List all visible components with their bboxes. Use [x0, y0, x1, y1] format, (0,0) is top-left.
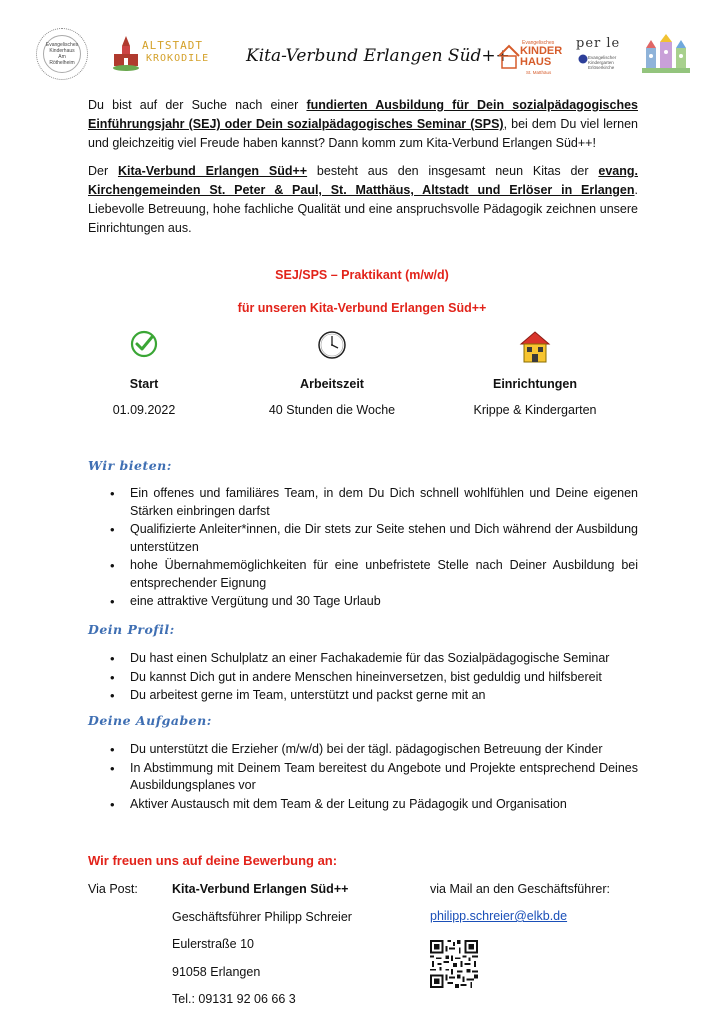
kinderhaus-main-text: KINDER HAUS: [520, 45, 563, 68]
offer-list: [110, 485, 638, 612]
castle-icon: [642, 34, 690, 74]
key-facts: [88, 330, 638, 430]
altstadt-krokodile-logo: [112, 36, 210, 72]
evangelisches-logo-text: Evangelisches Kinderhaus Am Röthelheim: [45, 42, 79, 66]
list-item: • In Abstimmung mit Deinem Team bereitest du Angebote und Projekte entsprechend Deines Ausbildungsplanes vor: [110, 760, 638, 795]
intro-paragraph-1: [88, 96, 638, 153]
fact-start: [64, 330, 224, 417]
perle-sub-text: Evangelischer Kindergarten Erlöserkirche: [588, 55, 617, 70]
qr-code-icon[interactable]: [430, 940, 478, 988]
application-cta: Wir freuen uns auf deine Bewerbung an:: [88, 853, 338, 868]
kinderhaus-bottom-text: St. Matthäus: [526, 70, 552, 75]
offer-heading: Wir bieten:: [88, 458, 172, 473]
krokodile-line2: KROKODILE: [146, 53, 210, 64]
list-item: • Du kannst Dich gut in andere Menschen hineinversetzen, bist geduldig und hilfsbereit: [110, 669, 638, 687]
intro-p2-text-end: . Liebevolle Betreuung, hohe fachliche Qualität und eine anspruchsvolle Pädagogik zeichnen unsere Einrichtungen aus.: [88, 183, 638, 235]
mail-contact: [430, 882, 610, 923]
list-item: • Aktiver Austausch mit dem Team & der Leitung zu Pädagogik und Organisation: [110, 796, 638, 814]
contact-street: Eulerstraße 10: [172, 937, 254, 951]
contact-org: Kita-Verbund Erlangen Süd++: [172, 882, 349, 896]
profile-heading: Dein Profil:: [88, 622, 175, 637]
checkmark-icon: [130, 330, 158, 358]
intro-p1-text-end: , bei dem Du viel lernen und gleichzeitig viel Freude haben kannst? Dann komm zum Kita-Verbund Erlangen Süd++!: [88, 117, 638, 150]
list-item: • hohe Übernahmemöglichkeiten für eine unbefristete Stelle nach Deiner Ausbildung bei entsprechender Eignung: [110, 557, 638, 592]
tasks-heading: Deine Aufgaben:: [88, 713, 212, 728]
fact-einrichtungen-value: Krippe & Kindergarten: [473, 403, 597, 417]
kinderhaus-top-text: Evangelisches: [522, 40, 555, 46]
contact-city: 91058 Erlangen: [172, 964, 261, 979]
list-item: • Du arbeitest gerne im Team, unterstützt und packst gerne mit an: [110, 687, 638, 705]
list-item: • Du hast einen Schulplatz an einer Fachakademie für das Sozialpädagogische Seminar: [110, 650, 638, 668]
email-link[interactable]: philipp.schreier@elkb.de: [430, 909, 568, 923]
fact-einrichtungen: [455, 330, 615, 417]
evangelisches-kinderhaus-logo: [36, 28, 88, 80]
fact-arbeitszeit-value: 40 Stunden die Woche: [268, 403, 396, 417]
list-item: • Ein offenes und familiäres Team, in dem Du Dich schnell wohlfühlen und Deine eigenen Stärken einbringen darfst: [110, 485, 638, 520]
church-icon: [112, 36, 140, 72]
perle-main-text: per le: [576, 36, 621, 51]
intro-section: [88, 96, 638, 238]
intro-p2-text-mid: besteht aus den insgesamt neun Kitas der: [307, 164, 599, 178]
contact-phone: Tel.: 09131 92 06 66 3: [172, 992, 296, 1006]
postal-address: [172, 882, 352, 1020]
fact-einrichtungen-label: Einrichtungen: [492, 377, 578, 391]
perle-logo: [576, 36, 624, 76]
page-header: [30, 28, 694, 88]
intro-p1-highlight: fundierten Ausbildung für Dein sozialpädagogisches Einführungsjahr (SEJ) oder Dein sozialpädagogisches Seminar (SPS): [88, 98, 638, 131]
contact-manager: Geschäftsführer Philipp Schreier: [172, 909, 352, 924]
tasks-list: [110, 741, 638, 814]
logo-ring: [43, 35, 81, 73]
job-subtitle: für unseren Kita-Verbund Erlangen Süd++: [237, 301, 487, 315]
job-title: SEJ/SPS – Praktikant (m/w/d): [275, 268, 449, 282]
header-title: Kita-Verbund Erlangen Süd++: [246, 46, 510, 66]
intro-p2-highlight-2: evang. Kirchengemeinden St. Peter & Paul, St. Matthäus, Altstadt und Erlöser in Erlangen: [88, 164, 638, 197]
house-outline-icon: [498, 44, 520, 70]
house-icon: [519, 330, 551, 364]
contact-section: [88, 882, 638, 1012]
list-item: • eine attraktive Vergütung und 30 Tage Urlaub: [110, 593, 638, 611]
fact-start-label: Start: [129, 377, 159, 391]
intro-paragraph-2: [88, 162, 638, 238]
intro-p1-text: Du bist auf der Suche nach einer: [88, 98, 307, 112]
kinderhaus-logo: [498, 40, 563, 76]
fact-arbeitszeit: [252, 330, 412, 417]
list-item: • Qualifizierte Anleiter*innen, die Dir stets zur Seite stehen und Dich während der Ausbildung unterstützen: [110, 521, 638, 556]
fact-start-value: 01.09.2022: [112, 403, 176, 417]
krokodile-line1: ALTSTADT: [142, 39, 203, 52]
clock-icon: [317, 330, 347, 360]
intro-p2-highlight-1: Kita-Verbund Erlangen Süd++: [117, 164, 308, 178]
profile-list: [110, 650, 638, 706]
fact-arbeitszeit-label: Arbeitszeit: [300, 377, 364, 391]
mail-label: via Mail an den Geschäftsführer:: [430, 882, 610, 896]
castle-logo: [642, 34, 690, 74]
pearl-icon: [578, 54, 588, 64]
post-label: Via Post:: [88, 882, 138, 896]
list-item: • Du unterstützt die Erzieher (m/w/d) bei der tägl. pädagogischen Betreuung der Kinder: [110, 741, 638, 759]
intro-p2-text: Der: [88, 164, 118, 178]
